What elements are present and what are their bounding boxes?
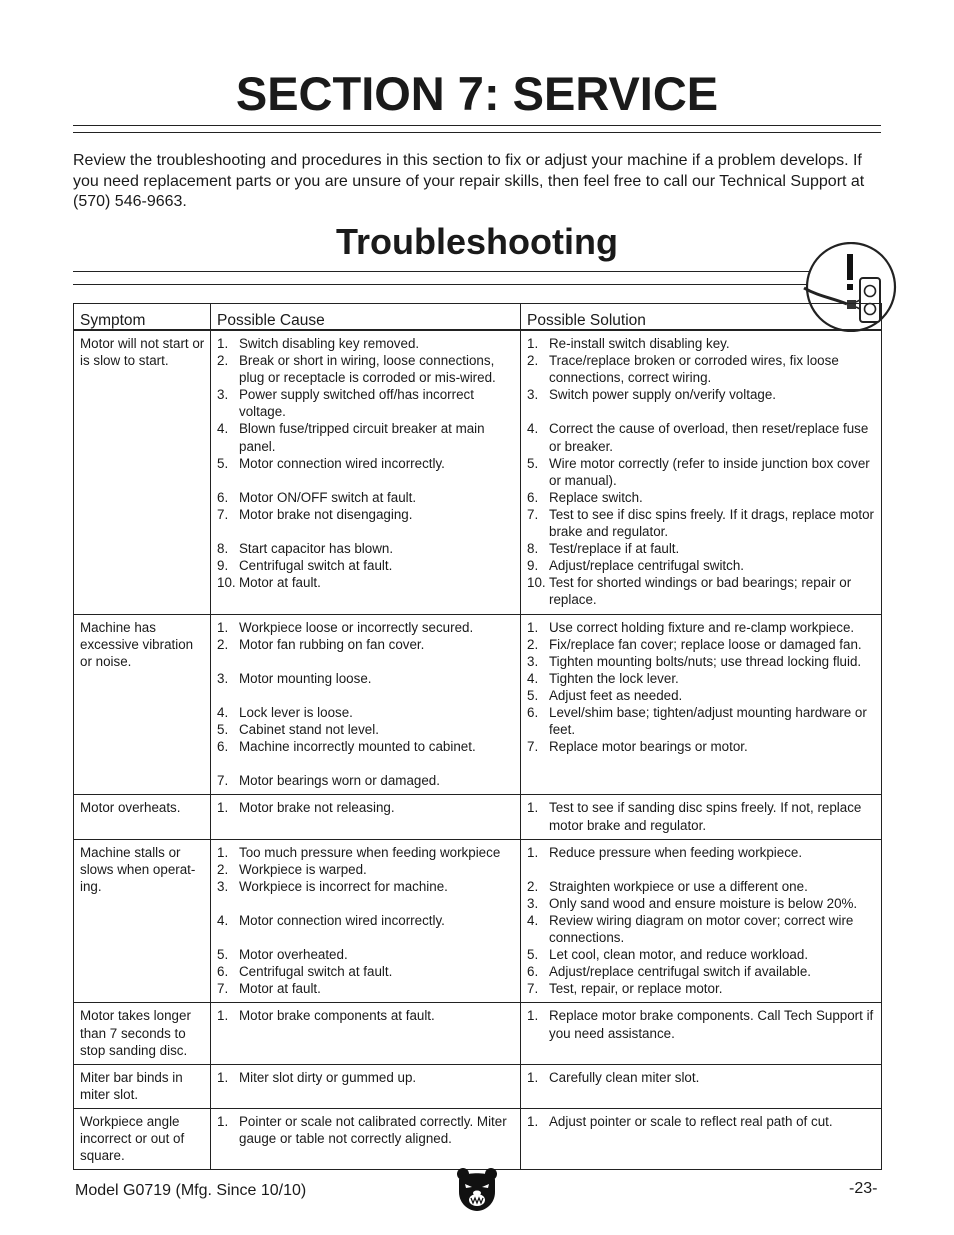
list-item: 1. Carefully clean miter slot. xyxy=(527,1069,700,1085)
table-row xyxy=(74,1003,882,1064)
list-item: 7. Motor bearings worn or damaged. xyxy=(217,773,440,789)
list-item: 1. Test to see if sanding disc spins freely. If not, replace motor brake and regulator. xyxy=(527,800,862,833)
list-item: 4. Motor connection wired incorrectly. xyxy=(217,913,445,928)
solution-cell xyxy=(521,1064,882,1108)
page-number: -23- xyxy=(849,1180,878,1197)
list-item: 2. Break or short in wiring, loose connections, plug or receptacle is corroded or mis-wired. xyxy=(217,353,496,386)
list-item: 1. Re-install switch disabling key. xyxy=(527,336,730,351)
list-item: 6. Replace switch. xyxy=(527,489,643,505)
list-item: 5. Wire motor correctly (refer to inside junction box cover or manual). xyxy=(527,455,870,488)
list-item: 7. Motor brake not disengaging. xyxy=(217,506,413,522)
cause-cell xyxy=(211,1064,521,1108)
model-footer: Model G0719 (Mfg. Since 10/10) xyxy=(75,1182,307,1199)
cause-cell xyxy=(211,1108,521,1169)
list-item: 1. Replace motor brake components. Call Tech Support if you need assistance. xyxy=(527,1008,874,1041)
list-item: 5. Motor connection wired incorrectly. xyxy=(217,455,445,471)
list-item: 2. Straighten workpiece or use a different one. xyxy=(527,878,808,894)
table-row xyxy=(74,839,882,1003)
list-item: 7. Test to see if disc spins freely. If it drags, replace motor brake and regulator. xyxy=(527,506,874,540)
solution-cell xyxy=(521,839,882,1003)
symptom-cell: Miter bar binds in miter slot. xyxy=(74,1064,211,1108)
list-item: 7. Replace motor bearings or motor. xyxy=(527,739,748,755)
solution-cell xyxy=(521,1108,882,1169)
list-item: 5. Adjust feet as needed. xyxy=(527,687,683,703)
list-item: 8. Test/replace if at fault. xyxy=(527,541,680,557)
table-row xyxy=(74,795,882,839)
list-item: 2. Motor fan rubbing on fan cover. xyxy=(217,636,425,652)
cause-header: Possible Cause xyxy=(211,304,521,331)
table-header-row xyxy=(74,304,882,331)
list-item: 1. Motor brake not releasing. xyxy=(217,800,395,816)
list-item: 1. Reduce pressure when feeding workpiece. xyxy=(527,844,803,860)
symptom-header: Symptom xyxy=(74,304,211,331)
list-item: 2. Fix/replace fan cover; replace loose or damaged fan. xyxy=(527,636,862,652)
list-item: 7. Motor at fault. xyxy=(217,981,321,997)
list-item: 3. Motor mounting loose. xyxy=(217,670,372,686)
solution-cell xyxy=(521,330,882,614)
list-item: 1. Pointer or scale not calibrated correctly. Miter gauge or table not correctly aligned. xyxy=(217,1113,507,1147)
table-row xyxy=(74,1064,882,1108)
section-title: SECTION 7: SERVICE xyxy=(235,67,719,120)
list-item: 4. Correct the cause of overload, then reset/replace fuse or breaker. xyxy=(527,421,869,454)
list-item: 1. Adjust pointer or scale to reflect real path of cut. xyxy=(527,1113,833,1129)
table-row xyxy=(74,1108,882,1169)
list-item: 1. Motor brake components at fault. xyxy=(217,1008,435,1024)
list-item: 3. Only sand wood and ensure moisture is below 20%. xyxy=(527,895,858,911)
list-item: 6. Adjust/replace centrifugal switch if available. xyxy=(527,964,811,980)
list-item: 3. Power supply switched off/has incorrect voltage. xyxy=(217,387,474,420)
cause-cell xyxy=(211,330,521,614)
list-item: 9. Centrifugal switch at fault. xyxy=(217,558,393,574)
solution-cell xyxy=(521,614,882,795)
list-item: 10. Test for shorted windings or bad bearings; repair or replace. xyxy=(527,575,852,608)
list-item: 4. Tighten the lock lever. xyxy=(527,670,679,686)
list-item: 6. Machine incorrectly mounted to cabinet. xyxy=(217,739,476,755)
troubleshooting-heading: Troubleshooting xyxy=(336,221,618,262)
grizzly-bear-logo-icon xyxy=(455,1166,499,1212)
symptom-cell: Machine stalls or slows when operat-ing. xyxy=(74,839,211,1003)
cause-cell xyxy=(211,839,521,1003)
list-item: 5. Motor overheated. xyxy=(217,947,348,963)
intro-paragraph: Review the troubleshooting and procedures in this section to fix or adjust your machine if a problem develops. If you need replacement parts or you are unsure of your repair skills, then feel free to call our Technical Support at (570) 546-9663. xyxy=(73,152,865,210)
list-item: 8. Start capacitor has blown. xyxy=(217,541,394,557)
list-item: 6. Motor ON/OFF switch at fault. xyxy=(217,489,417,505)
cause-cell xyxy=(211,1003,521,1064)
table-row xyxy=(74,330,882,614)
list-item: 6. Level/shim base; tighten/adjust mounting hardware or feet. xyxy=(527,704,867,738)
list-item: 3. Switch power supply on/verify voltage. xyxy=(527,387,777,403)
subtitle-rule xyxy=(73,271,813,285)
solution-cell xyxy=(521,795,882,839)
title-rule xyxy=(73,125,881,133)
list-item: 7. Test, repair, or replace motor. xyxy=(527,981,723,997)
list-item: 1. Miter slot dirty or gummed up. xyxy=(217,1069,417,1085)
list-item: 3. Workpiece is incorrect for machine. xyxy=(217,878,448,894)
list-item: 1. Workpiece loose or incorrectly secured. xyxy=(217,619,474,635)
list-item: 2. Trace/replace broken or corroded wires, fix loose connections, correct wiring. xyxy=(527,353,839,386)
symptom-cell: Motor overheats. xyxy=(74,795,211,839)
symptom-cell: Motor takes longer than 7 seconds to stop sanding disc. xyxy=(74,1003,211,1064)
list-item: 5. Cabinet stand not level. xyxy=(217,722,379,738)
list-item: 1. Too much pressure when feeding workpiece xyxy=(217,844,501,860)
cause-cell xyxy=(211,795,521,839)
cause-cell xyxy=(211,614,521,795)
list-item: 6. Centrifugal switch at fault. xyxy=(217,964,393,980)
solution-header: Possible Solution xyxy=(521,304,882,331)
troubleshooting-table xyxy=(73,303,882,1170)
list-item: 10. Motor at fault. xyxy=(217,575,321,591)
list-item: 2. Workpiece is warped. xyxy=(217,861,367,877)
list-item: 4. Lock lever is loose. xyxy=(217,704,353,720)
list-item: 1. Switch disabling key removed. xyxy=(217,336,420,351)
symptom-cell: Motor will not start or is slow to start. xyxy=(74,330,211,614)
list-item: 9. Adjust/replace centrifugal switch. xyxy=(527,558,745,574)
list-item: 5. Let cool, clean motor, and reduce workload. xyxy=(527,947,809,963)
solution-cell xyxy=(521,1003,882,1064)
symptom-cell: Workpiece angle incorrect or out of square. xyxy=(74,1108,211,1169)
table-row xyxy=(74,614,882,795)
symptom-cell: Machine has excessive vibration or noise. xyxy=(74,614,211,795)
list-item: 3. Tighten mounting bolts/nuts; use thread locking fluid. xyxy=(527,653,862,669)
list-item: 1. Use correct holding fixture and re-clamp workpiece. xyxy=(527,619,855,635)
list-item: 4. Blown fuse/tripped circuit breaker at main panel. xyxy=(217,421,485,454)
list-item: 4. Review wiring diagram on motor cover; correct wire connections. xyxy=(527,913,854,946)
